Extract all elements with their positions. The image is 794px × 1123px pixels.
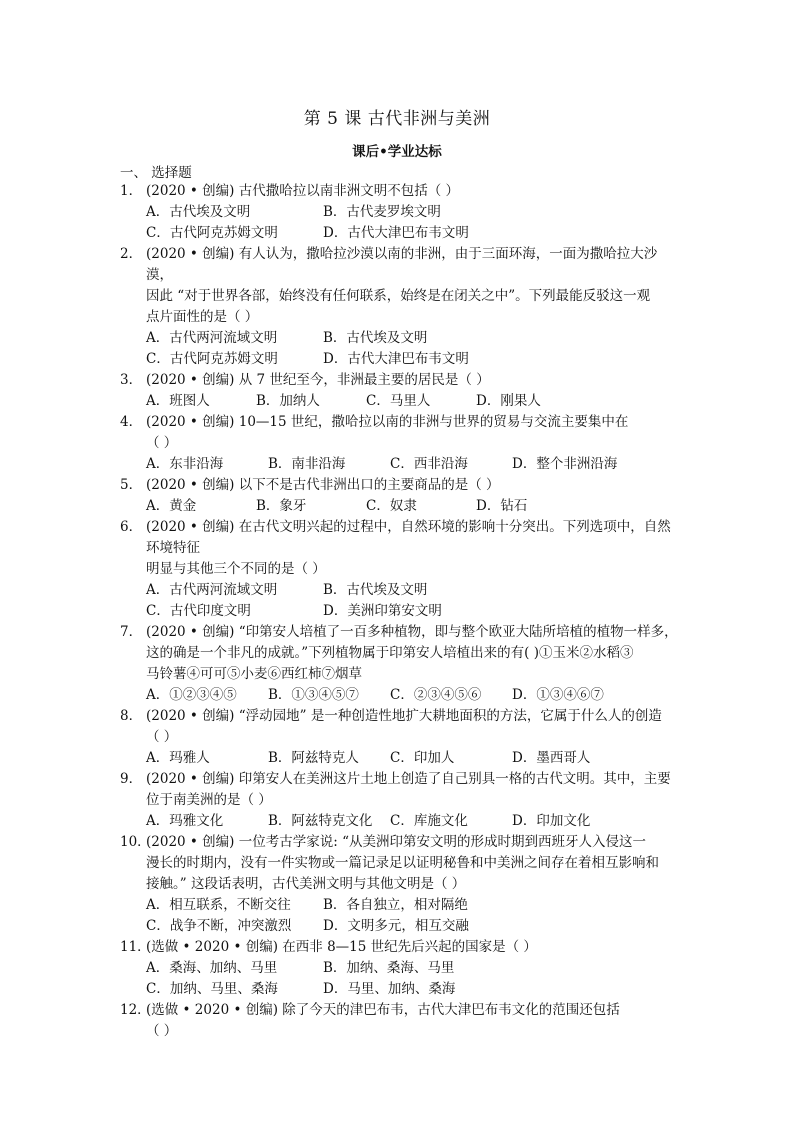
option-row [146, 916, 680, 937]
answer-option: A．玛雅人 [146, 750, 210, 766]
question-stem [120, 706, 680, 748]
answer-option: C．印加人 [390, 750, 455, 766]
answer-option: C．古代阿克苏姆文明 [146, 351, 278, 367]
answer-option: D．马里、加纳、桑海 [323, 981, 456, 997]
answer-option: A．相互联系，不断交往 [146, 897, 291, 913]
answer-option: C．西非沿海 [390, 456, 468, 472]
answer-options [120, 580, 680, 622]
question-stem [120, 370, 680, 391]
question-stem-line: (2020 • 创编) 一位考古学家说: “从美洲印第安文明的形成时期到西班牙人入侵这一 [146, 834, 646, 850]
question-number: 4． [120, 414, 143, 430]
answer-option: A．古代两河流域文明 [146, 582, 278, 598]
question-stem-line: 点片面性的是（ ） [146, 309, 259, 325]
question-stem-line: 这的确是一个非凡的成就。”下列植物属于印第安人培植出来的有( )①玉米②水稻③ [146, 645, 634, 661]
answer-option: B．加纳、桑海、马里 [323, 960, 455, 976]
answer-option: A．①②③④⑤ [146, 687, 237, 703]
question-stem-line: (2020 • 创编) 有人认为，撒哈拉沙漠以南的非洲，由于三面环海，一面为撒哈拉大沙漠， [146, 246, 658, 283]
answer-option: D．古代大津巴布韦文明 [323, 351, 469, 367]
answer-options [120, 454, 680, 475]
answer-option: C．②③④⑤⑥ [390, 687, 482, 703]
answer-options [120, 496, 680, 517]
answer-option: B．①③④⑤⑦ [268, 687, 359, 703]
answer-options [120, 391, 680, 412]
question-stem-line: (2020 • 创编) “印第安人培植了一百多种植物，即与整个欧亚大陆所培植的植物一样多， [146, 624, 678, 640]
question-stem [120, 622, 680, 685]
option-row [146, 202, 680, 223]
question-stem [120, 937, 680, 958]
question-item [120, 769, 680, 832]
answer-option: B．南非沿海 [268, 456, 346, 472]
question-item [120, 370, 680, 412]
option-row [146, 811, 680, 832]
question-stem-line: 接触。” 这段话表明，古代美洲文明与其他文明是（ ） [146, 876, 466, 892]
question-number: 1． [120, 183, 143, 199]
question-item [120, 517, 680, 622]
question-list [120, 181, 680, 1042]
answer-option: A．玛雅文化 [146, 813, 224, 829]
answer-options [120, 748, 680, 769]
question-item [120, 475, 680, 517]
question-number: 3． [120, 372, 143, 388]
question-item [120, 937, 680, 1000]
question-stem-line: (选做 • 2020 • 创编) 在西非 8—15 世纪先后兴起的国家是（ ） [146, 939, 537, 955]
answer-option: C．马里人 [366, 393, 431, 409]
question-stem-line: (选做 • 2020 • 创编) 除了今天的津巴布韦，古代大津巴布韦文化的范围还包括 [146, 1002, 620, 1018]
question-stem-line: 位于南美洲的是（ ） [146, 792, 272, 808]
option-row [146, 223, 680, 244]
question-stem-line: (2020 • 创编) 古代撒哈拉以南非洲文明不包括（ ） [146, 183, 460, 199]
answer-option: B．加纳人 [256, 393, 320, 409]
answer-option: D．文明多元，相互交融 [323, 918, 469, 934]
option-row [146, 601, 680, 622]
option-row [146, 496, 680, 517]
answer-options [120, 811, 680, 832]
question-number: 8． [120, 708, 143, 724]
answer-option: D．美洲印第安文明 [323, 603, 442, 619]
question-stem [120, 475, 680, 496]
option-row [146, 958, 680, 979]
answer-option: C．库施文化 [390, 813, 468, 829]
option-row [146, 580, 680, 601]
question-stem-line: （ ） [146, 1023, 178, 1039]
answer-option: C．古代印度文明 [146, 603, 251, 619]
answer-options [120, 328, 680, 370]
answer-option: D．①③④⑥⑦ [512, 687, 604, 703]
question-item [120, 832, 680, 937]
question-stem [120, 517, 680, 580]
question-stem-line: (2020 • 创编) 从 7 世纪至今，非洲最主要的居民是（ ） [146, 372, 490, 388]
question-stem-line: (2020 • 创编) 10—15 世纪，撒哈拉以南的非洲与世界的贸易与交流主要集中在 [146, 414, 629, 430]
question-number: 11． [120, 939, 151, 955]
question-stem-line: (2020 • 创编) 在古代文明兴起的过程中，自然环境的影响十分突出。下列选项中，自然 [146, 519, 671, 535]
question-stem-line: 马铃薯④可可⑤小麦⑥西红柿⑦烟草 [146, 666, 362, 682]
question-item [120, 412, 680, 475]
answer-options [120, 202, 680, 244]
answer-option: D．古代大津巴布韦文明 [323, 225, 469, 241]
question-stem-line: 漫长的时期内，没有一件实物或一篇记录足以证明秘鲁和中美洲之间存在着相互影响和 [146, 855, 659, 871]
question-item [120, 244, 680, 370]
question-stem-line: (2020 • 创编) “浮动园地” 是一种创造性地扩大耕地面积的方法，它属于什么人的创造 [146, 708, 662, 724]
question-number: 6． [120, 519, 143, 535]
answer-option: D．印加文化 [512, 813, 591, 829]
answer-options [120, 685, 680, 706]
answer-option: A．黄金 [146, 498, 197, 514]
question-stem [120, 244, 680, 328]
question-stem-line: （ ） [146, 729, 178, 745]
option-row [146, 454, 680, 475]
option-row [146, 685, 680, 706]
question-item [120, 706, 680, 769]
answer-option: B．象牙 [256, 498, 307, 514]
answer-option: B．古代麦罗埃文明 [323, 204, 441, 220]
question-item [120, 622, 680, 706]
question-stem-line: 环境特征 [146, 540, 200, 556]
option-row [146, 349, 680, 370]
answer-option: A．班图人 [146, 393, 210, 409]
question-stem-line: (2020 • 创编) 印第安人在美洲这片土地上创造了自己别具一格的古代文明。其中，主要 [146, 771, 671, 787]
option-row [146, 391, 680, 412]
question-number: 9． [120, 771, 143, 787]
question-stem-line: (2020 • 创编) 以下不是古代非洲出口的主要商品的是（ ） [146, 477, 500, 493]
lesson-title: 第 5 课 古代非洲与美洲 [303, 109, 491, 129]
question-number: 5． [120, 477, 143, 493]
question-stem-line: （ ） [146, 435, 178, 451]
answer-option: B．阿兹特克人 [268, 750, 359, 766]
answer-option: B．古代埃及文明 [323, 582, 428, 598]
option-row [146, 328, 680, 349]
option-row [146, 895, 680, 916]
answer-option: A．古代埃及文明 [146, 204, 251, 220]
question-number: 10． [120, 834, 151, 850]
question-stem-line: 明显与其他三个不同的是（ ） [146, 561, 326, 577]
section-heading: 一、 选择题 [120, 165, 192, 181]
answer-option: D．刚果人 [476, 393, 541, 409]
answer-options [120, 958, 680, 1000]
answer-option: D．整个非洲沿海 [512, 456, 618, 472]
answer-option: C．奴隶 [366, 498, 417, 514]
answer-option: C．加纳、马里、桑海 [146, 981, 278, 997]
answer-option: A．桑海、加纳、马里 [146, 960, 278, 976]
question-stem [120, 832, 680, 895]
question-stem [120, 181, 680, 202]
answer-option: D．钻石 [476, 498, 528, 514]
question-item [120, 181, 680, 244]
answer-option: B．古代埃及文明 [323, 330, 428, 346]
answer-option: C．战争不断，冲突激烈 [146, 918, 292, 934]
question-number: 7． [120, 624, 143, 640]
question-item [120, 1000, 680, 1042]
question-stem-line: 因此 “对于世界各部，始终没有任何联系，始终是在闭关之中”。下列最能反驳这一观 [146, 288, 651, 304]
question-number: 12． [120, 1002, 151, 1018]
answer-options [120, 895, 680, 937]
lesson-subtitle: 课后•学业达标 [352, 144, 442, 160]
answer-option: B．阿兹特克文化 [268, 813, 373, 829]
answer-option: C．古代阿克苏姆文明 [146, 225, 278, 241]
option-row [146, 748, 680, 769]
answer-option: D．墨西哥人 [512, 750, 591, 766]
answer-option: A．古代两河流域文明 [146, 330, 278, 346]
option-row [146, 979, 680, 1000]
answer-option: B．各自独立，相对隔绝 [323, 897, 468, 913]
question-number: 2． [120, 246, 143, 262]
question-stem [120, 769, 680, 811]
answer-option: A．东非沿海 [146, 456, 224, 472]
question-stem [120, 412, 680, 454]
question-stem [120, 1000, 680, 1042]
